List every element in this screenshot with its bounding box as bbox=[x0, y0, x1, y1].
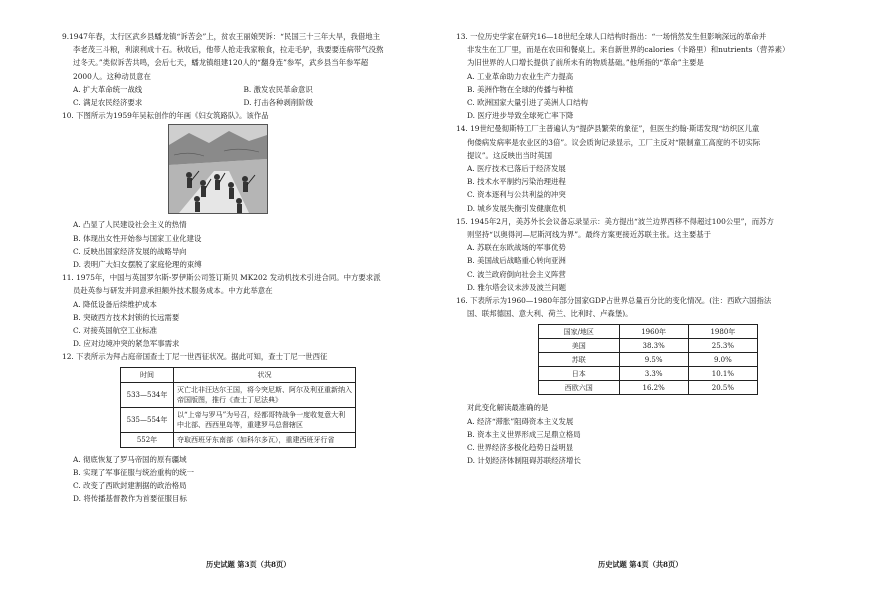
q12-option-a[interactable]: A. 彻底恢复了罗马帝国的原有疆域 bbox=[73, 454, 187, 464]
q16-stem-line2: 国、联邦德国、意大利、荷兰、比利时、卢森堡)。 bbox=[467, 309, 633, 319]
q16-row4-1960: 16.2% bbox=[619, 381, 688, 395]
q12-row3-time: 552年 bbox=[121, 432, 174, 447]
q12-option-b[interactable]: B. 实现了军事征服与统治重构的统一 bbox=[73, 467, 194, 477]
q10-option-d[interactable]: D. 表明广大妇女摆脱了家庭伦理的束缚 bbox=[73, 260, 202, 270]
q9-stem-line2: 李老茂三斗粮，利滚利成十石。秋收后，他带人抢走我家粮食，拉走毛驴，我要要连病带气没熬 bbox=[73, 45, 384, 55]
q16-th-1980: 1980年 bbox=[688, 325, 757, 339]
q10-woodcut-illustration bbox=[168, 124, 268, 214]
q9-stem: 9.1947年春，太行区武乡县蟠龙镇“诉苦会”上，贫农王丽娘哭诉：“民国三十三年大旱，我借地主 bbox=[62, 32, 381, 41]
q15-option-d[interactable]: D. 雅尔塔会议未涉及波兰问题 bbox=[467, 282, 567, 292]
q9-stem-line3: 过冬天。”类似诉苦共鸣，会后七天，蟠龙镇组建120人的“翻身连”参军，武乡县当年参军超 bbox=[73, 58, 369, 68]
q13-option-a[interactable]: A. 工业革命助力农业生产力提高 bbox=[467, 71, 574, 81]
q15-stem: 15. 1945年2月，美苏外长会议备忘录显示：美方提出“波兰边界西移不得超过100公里”，而苏方 bbox=[456, 216, 774, 226]
q9-stem-line4: 2000人。这种动员意在 bbox=[73, 71, 151, 81]
q10-option-a[interactable]: A. 凸显了人民建设社会主义的热情 bbox=[73, 220, 187, 230]
q10-option-b[interactable]: B. 体现出女性开始参与国家工业化建设 bbox=[73, 233, 202, 243]
q15-stem-line2: 则坚持“以奥得河—尼斯河线为界”。最终方案更接近苏联主张。这主要基于 bbox=[467, 230, 712, 240]
q12-stem: 12. 下表所示为拜占庭帝国查士丁尼一世西征状况。据此可知，查士丁尼一世西征 bbox=[62, 352, 328, 362]
table-row bbox=[539, 381, 758, 395]
q12-row2-status: 以“上帝与罗马”为号召，经都哥特战争一度收复意大利中北部、西西里岛等，重建罗马总督辖区 bbox=[174, 407, 356, 432]
q12-row2-time: 535—554年 bbox=[121, 407, 174, 432]
q16-row2-1960: 9.5% bbox=[619, 353, 688, 367]
q16-option-c[interactable]: C. 世界经济多极化趋势日益明显 bbox=[467, 443, 574, 453]
q13-option-b[interactable]: B. 美洲作物在全球的传播与种植 bbox=[467, 84, 574, 94]
q16-row3-1980: 10.1% bbox=[688, 367, 757, 381]
q11-stem: 11. 1975年，中国与英国罗尔斯-罗伊斯公司签订斯贝 MK202 发动机技术引进合同。中方要求派 bbox=[62, 273, 381, 283]
q14-stem: 14. 19世纪曼彻斯特工厂主普遍认为“提萨县繁荣的象征”，但医生约翰·斯诺发现“纺织区儿童 bbox=[456, 124, 760, 134]
question-13 bbox=[456, 30, 816, 122]
q16-row2-country: 苏联 bbox=[539, 353, 620, 367]
table-row bbox=[539, 367, 758, 381]
q12-row3-status: 夺取西班牙东南部（如科尔多瓦），重建西班牙行省 bbox=[174, 432, 356, 447]
q9-options-row2 bbox=[62, 96, 414, 109]
q9-options-row1 bbox=[62, 83, 414, 96]
q12-option-d[interactable]: D. 将传播基督教作为首要征服目标 bbox=[73, 494, 187, 504]
question-9 bbox=[62, 30, 414, 109]
q11-option-c[interactable]: C. 对接英国航空工业标准 bbox=[73, 326, 157, 336]
q12-table bbox=[120, 367, 356, 448]
q11-option-b[interactable]: B. 突破西方技术封锁的长远需要 bbox=[73, 312, 180, 322]
table-row bbox=[121, 382, 356, 407]
q16-option-b[interactable]: B. 资本主义世界形成三足鼎立格局 bbox=[467, 429, 581, 439]
right-column bbox=[456, 30, 816, 467]
q11-stem-line2: 员赴英参与研发并同意承担额外技术服务成本。中方此举意在 bbox=[73, 286, 273, 296]
q16-row3-1960: 3.3% bbox=[619, 367, 688, 381]
q15-option-a[interactable]: A. 苏联在东欧战场的军事优势 bbox=[467, 243, 566, 253]
q13-option-d[interactable]: D. 医疗进步导致全球死亡率下降 bbox=[467, 111, 574, 121]
q9-option-c[interactable]: C. 满足农民经济要求 bbox=[73, 98, 143, 108]
q15-option-b[interactable]: B. 美国战后战略重心转向亚洲 bbox=[467, 256, 566, 266]
q9-option-b[interactable]: B. 激发农民革命意识 bbox=[243, 84, 313, 94]
q9-option-d[interactable]: D. 打击各种剥削阶级 bbox=[243, 98, 313, 108]
q14-option-a[interactable]: A. 医疗技术已落后于经济发展 bbox=[467, 164, 566, 174]
q14-stem-line3: 提议”。这反映出当时英国 bbox=[467, 150, 553, 160]
question-14 bbox=[456, 122, 816, 214]
q16-row1-1980: 25.3% bbox=[688, 339, 757, 353]
q11-option-d[interactable]: D. 应对边境冲突的紧急军事需求 bbox=[73, 339, 180, 349]
q14-option-b[interactable]: B. 技术水平制约污染治理进程 bbox=[467, 177, 566, 187]
q16-row3-country: 日本 bbox=[539, 367, 620, 381]
q12-th-status: 状况 bbox=[174, 367, 356, 382]
question-16 bbox=[456, 294, 816, 467]
q16-row1-country: 美国 bbox=[539, 339, 620, 353]
q13-option-c[interactable]: C. 欧洲国家大量引进了美洲人口结构 bbox=[467, 98, 588, 108]
q16-table-header bbox=[539, 325, 758, 339]
q14-option-d[interactable]: D. 城乡发展失衡引发健康危机 bbox=[467, 203, 567, 213]
q13-stem: 13. 一位历史学家在研究16—18世纪全球人口结构时指出：“一场悄然发生但影响深远的革命并 bbox=[456, 32, 767, 41]
q16-row4-1980: 20.5% bbox=[688, 381, 757, 395]
q16-stem: 16. 下表所示为1960—1980年部分国家GDP占世界总量百分比的变化情况。(注：西欧六国指法 bbox=[456, 296, 772, 306]
q16-option-d[interactable]: D. 计划经济体制阻碍苏联经济增长 bbox=[467, 456, 581, 466]
q13-stem-line2: 非发生在工厂里，而是在农田和餐桌上。来自新世界的calories（卡路里）和nutrients（营养素） bbox=[467, 45, 790, 55]
table-row bbox=[121, 432, 356, 447]
q16-tail: 对此变化解读最准确的是 bbox=[467, 403, 549, 413]
q9-option-a[interactable]: A. 扩大革命统一战线 bbox=[73, 84, 143, 94]
left-column bbox=[62, 30, 414, 505]
q11-option-a[interactable]: A. 降低设备后续维护成本 bbox=[73, 299, 157, 309]
q14-stem-line2: 佝偻病发病率是农业区的3倍”。议会质询记录显示，工厂主反对“限制童工高度的不切实际 bbox=[467, 137, 761, 147]
page-footer-left: 历史试题 第3页（共8页） bbox=[206, 560, 291, 569]
q14-option-c[interactable]: C. 资本逐利与公共利益的冲突 bbox=[467, 190, 566, 200]
question-12 bbox=[62, 350, 414, 505]
q16-table bbox=[538, 324, 758, 395]
q16-option-a[interactable]: A. 经济“滞胀”阻碍资本主义发展 bbox=[467, 416, 574, 426]
question-10 bbox=[62, 109, 414, 271]
table-row bbox=[539, 339, 758, 353]
question-15 bbox=[456, 215, 816, 294]
q16-th-1960: 1960年 bbox=[619, 325, 688, 339]
q16-row2-1980: 9.0% bbox=[688, 353, 757, 367]
q16-row1-1960: 38.3% bbox=[619, 339, 688, 353]
q12-option-c[interactable]: C. 改变了西欧封建割据的政治格局 bbox=[73, 481, 187, 491]
q16-row4-country: 西欧六国 bbox=[539, 381, 620, 395]
q16-th-country: 国家/地区 bbox=[539, 325, 620, 339]
table-row bbox=[539, 353, 758, 367]
page-footer-right: 历史试题 第4页（共8页） bbox=[598, 560, 683, 569]
question-11 bbox=[62, 271, 414, 350]
q10-stem: 10. 下图所示为1959年吴耘创作的年画《妇女筑路队》。该作品 bbox=[62, 111, 269, 121]
q12-row1-status: 灭亡北非汪达尔王国，将今突尼斯、阿尔及利亚重新纳入帝国版图，推行《查士丁尼法典》 bbox=[174, 382, 356, 407]
q12-table-header bbox=[121, 367, 356, 382]
q10-option-c[interactable]: C. 反映出国家经济发展的战略导向 bbox=[73, 246, 187, 256]
table-row bbox=[121, 407, 356, 432]
q15-option-c[interactable]: C. 波兰政府倒向社会主义阵营 bbox=[467, 269, 566, 279]
q12-row1-time: 533—534年 bbox=[121, 382, 174, 407]
woodcut-image bbox=[169, 125, 267, 213]
q12-th-time: 时间 bbox=[121, 367, 174, 382]
q13-stem-line3: 为旧世界的人口增长提供了前所未有的物质基础。”他所指的“革命”主要是 bbox=[467, 58, 704, 68]
